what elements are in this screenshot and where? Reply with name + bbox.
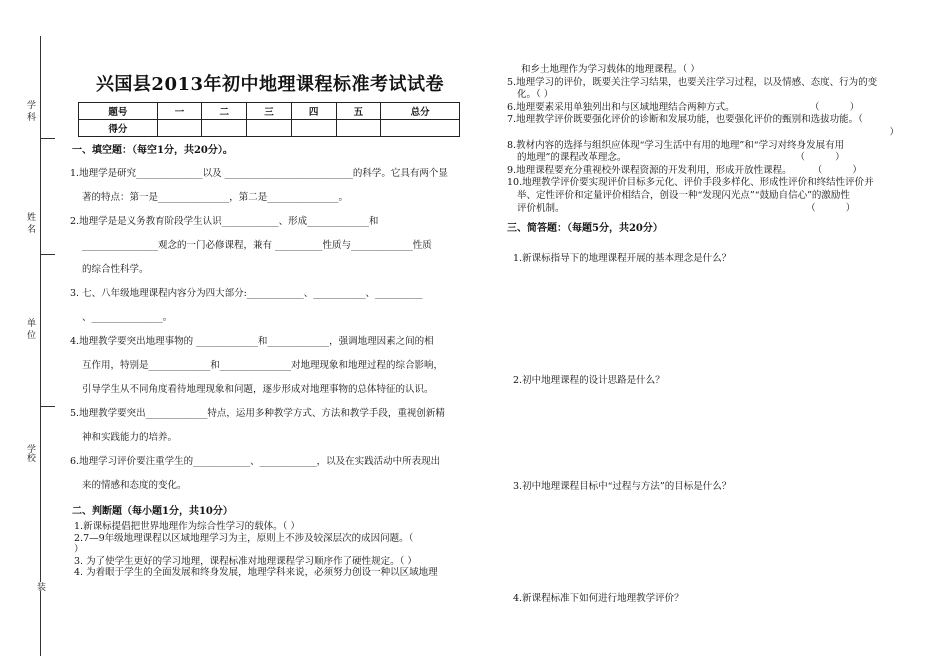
- score-cell: 题号: [79, 103, 158, 120]
- fill-line: 互作用，特别是_____________和_______________对地理现象和地理过程的综合影响，: [82, 360, 444, 371]
- judge-line: 6.地理要素采用单独列出和与区域地理结合两种方式。 （ ）: [507, 101, 860, 113]
- judge-line: 8.教材内容的选择与组织应体现“学习生活中有用的地理”和“学习对终身发展有用: [507, 139, 845, 151]
- judge-line: 3. 为了使学生更好的学习地理，课程标准对地理课程学习顺序作了硬性规定。（ ）: [74, 555, 417, 567]
- judge-line: ）: [889, 126, 899, 138]
- right-column: [505, 64, 925, 658]
- score-input-cell[interactable]: [336, 120, 381, 137]
- score-cell: 得分: [79, 120, 158, 137]
- fill-line: 来的情感和态度的变化。: [82, 480, 187, 491]
- score-cell: 三: [247, 103, 292, 120]
- judge-line: 7.地理教学评价既要强化评价的诊断和发展功能，也要强化评价的甄别和选拔功能。（: [507, 114, 863, 126]
- score-input-cell[interactable]: [247, 120, 292, 137]
- fill-line: 、_______________。: [82, 312, 173, 323]
- score-input-cell[interactable]: [381, 120, 460, 137]
- short-answer-question: 3.初中地理课程目标中“过程与方法”的目标是什么？: [513, 481, 732, 493]
- judge-line: 评价机制。 （ ）: [517, 202, 856, 214]
- fill-line: 5.地理教学要突出_____________特点，运用多种教学方式、方法和教学手段，重视创新精: [70, 408, 445, 419]
- fill-line: 著的特点：第一是_______________，第二是_______________。: [82, 192, 349, 203]
- fill-in-section: [70, 160, 470, 496]
- score-cell: 四: [291, 103, 336, 120]
- score-table-score-row: [79, 120, 460, 137]
- fill-line: 4.地理教学要突出地理事物的 _____________和_____________，强调地理因素之间的相: [70, 336, 434, 347]
- binding-label-school: 学校: [25, 444, 35, 462]
- score-table-header-row: [79, 103, 460, 120]
- section-judge-title: 二、判断题（每小题1分，共10分）: [72, 506, 233, 517]
- judge-line: 化。（ ）: [517, 89, 554, 101]
- judge-section: [70, 521, 470, 579]
- fill-line: 1.地理学是研究______________以及 ___________________________的科学。它具有两个显: [70, 168, 448, 179]
- left-column: [70, 64, 470, 579]
- binding-seal-mark: 装: [35, 582, 45, 591]
- short-answer-section: [505, 238, 925, 658]
- binding-margin: [0, 0, 62, 658]
- score-input-cell[interactable]: [291, 120, 336, 137]
- short-answer-question: 2.初中地理课程的设计思路是什么？: [513, 375, 665, 387]
- score-cell: 总分: [381, 103, 460, 120]
- score-input-cell[interactable]: [157, 120, 202, 137]
- section-fill-title: 一、填空题：（每空1分，共20分）。: [72, 145, 233, 156]
- binding-field-line: [40, 254, 55, 255]
- fill-line: 2.地理学是是义务教育阶段学生认识____________、形成_____________和: [70, 216, 379, 227]
- fill-line: 神和实践能力的培养。: [82, 432, 178, 443]
- fill-line: 引导学生从不同角度看待地理现象和问题，逐步形成对地理事物的总体特征的认识。: [82, 384, 434, 395]
- score-input-cell[interactable]: [202, 120, 247, 137]
- binding-field-line: [40, 138, 55, 139]
- judge-line: ）: [74, 544, 84, 555]
- short-answer-question: 1.新课标指导下的地理课程开展的基本理念是什么？: [513, 253, 732, 265]
- judge-line: 1.新课标提倡把世界地理作为综合性学习的载体。（ ）: [74, 521, 300, 532]
- binding-label-subject: 学 科: [25, 100, 35, 121]
- judge-line: 4. 为着眼于学生的全面发展和终身发展，地理学科来说，必须努力创设一种以区域地理: [74, 567, 438, 578]
- judge-line: 9.地理课程要充分重视校外课程资源的开发利用，形成开放性课程。 （ ）: [507, 164, 862, 176]
- judge-line: 的地理”的课程改革理念。 （ ）: [517, 152, 845, 164]
- fill-line: 3. 七、八年级地理课程内容分为四大部分:____________、___________、__________: [70, 288, 423, 299]
- fill-line: 的综合性科学。: [82, 264, 149, 275]
- binding-field-line: [40, 406, 55, 407]
- short-answer-question: 4.新课程标准下如何进行地理教学评价？: [513, 593, 684, 605]
- judge-line: 举、定性评价和定量评价相结合，创设一种“发现闪光点”“鼓励自信心”的激励性: [517, 189, 850, 201]
- score-cell: 一: [157, 103, 202, 120]
- judge-line: 10.地理教学评价要实现评价目标多元化、评价手段多样化、形成性评价和终结性评价并: [507, 177, 874, 189]
- score-table: [78, 102, 460, 137]
- fill-line: ________________观念的一门必修课程，兼有 __________性质与_____________性质: [82, 240, 432, 251]
- exam-title: 兴国县2013年初中地理课程标准考试试卷: [95, 74, 445, 95]
- binding-label-name: 姓 名: [25, 212, 35, 233]
- judge-line: 2.7—9年级地理课程以区域地理学习为主，原则上不涉及较深层次的成因问题。（: [74, 532, 414, 544]
- judge-line: 5.地理学习的评价，既要关注学习结果，也要关注学习过程，以及情感、态度、行为的变: [507, 76, 878, 88]
- judge-line: 和乡土地理作为学习载体的地理课程。（ ）: [521, 64, 700, 75]
- fill-line: 6.地理学习评价要注重学生的____________、____________，以及在实践活动中所表现出: [70, 456, 441, 467]
- binding-line: [40, 36, 41, 656]
- score-cell: 五: [336, 103, 381, 120]
- score-cell: 二: [202, 103, 247, 120]
- binding-label-unit: 单 位: [25, 318, 35, 339]
- section-short-answer-title: 三、简答题：（每题5分，共20分）: [507, 223, 663, 235]
